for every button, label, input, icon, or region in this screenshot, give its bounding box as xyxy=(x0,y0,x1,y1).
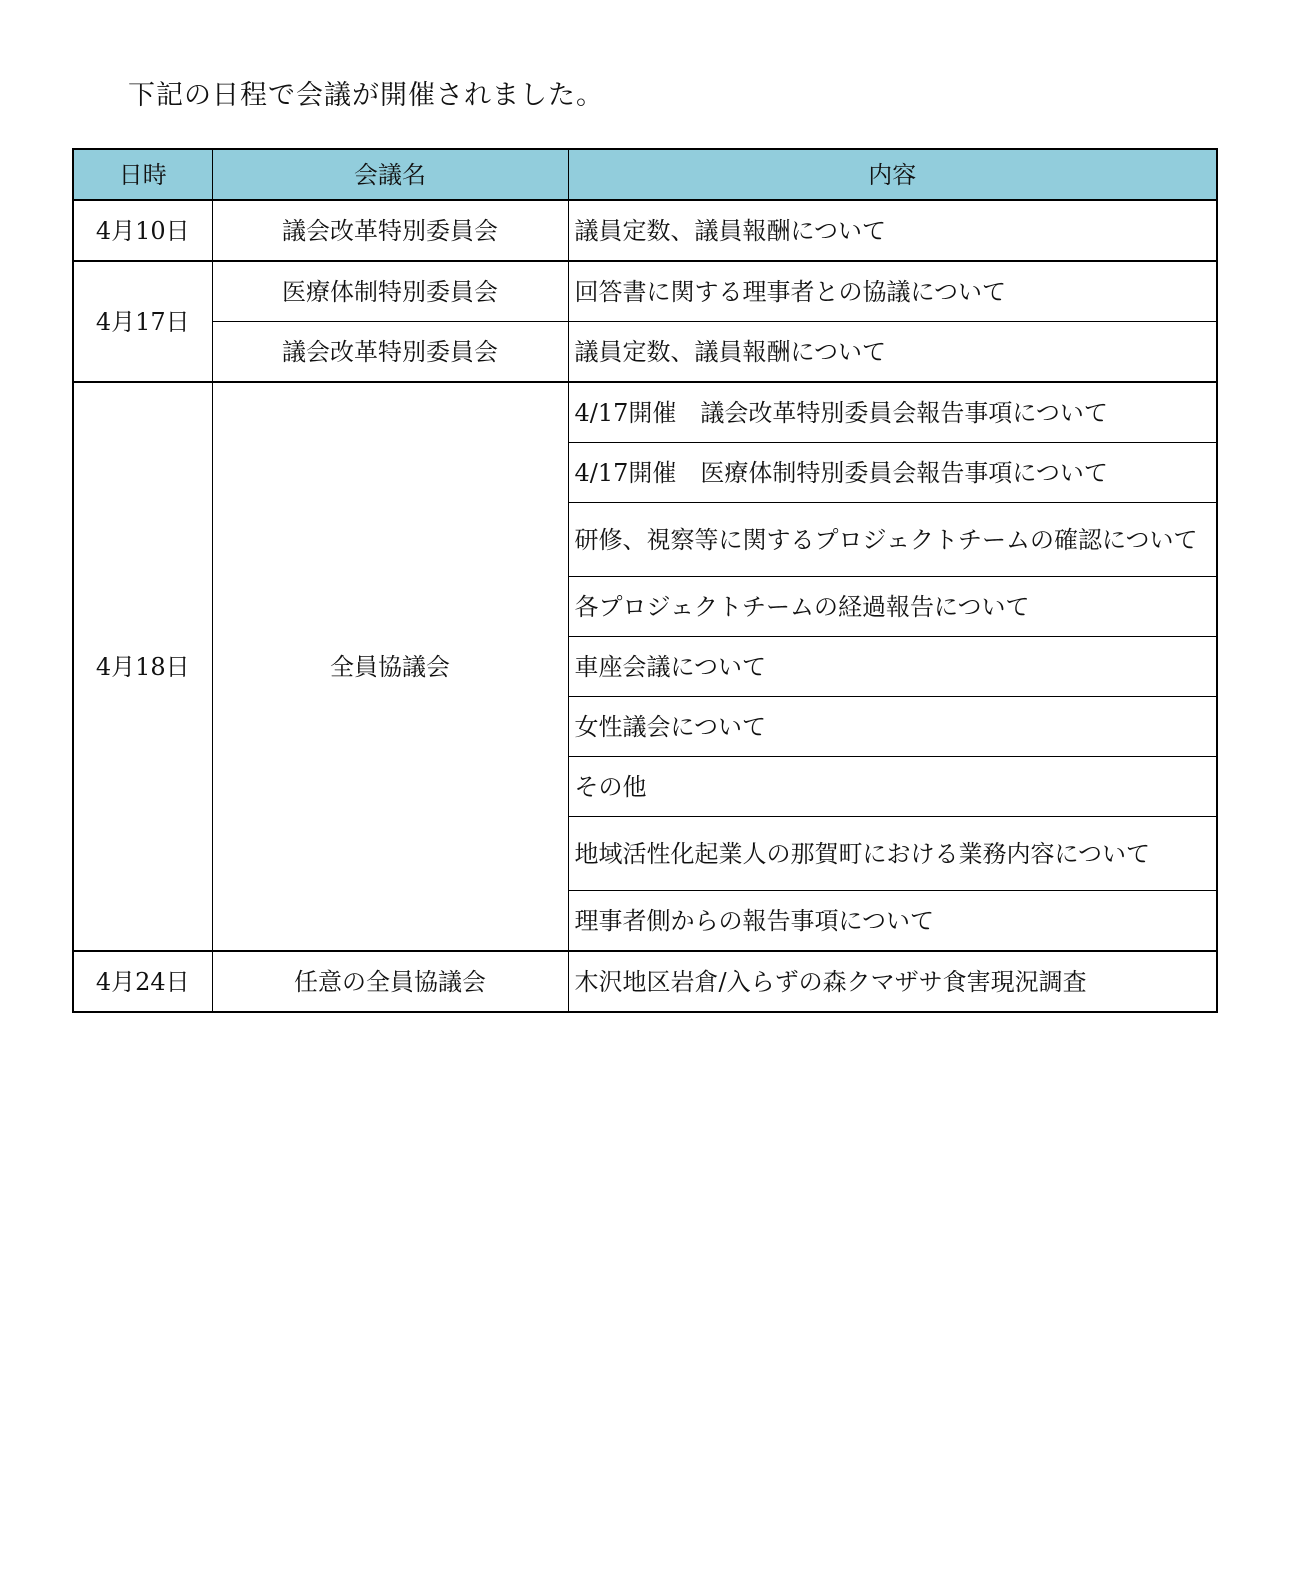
meeting-name-cell: 医療体制特別委員会 xyxy=(212,261,568,322)
date-cell: 4月18日 xyxy=(73,382,212,951)
content-cell: 議員定数、議員報酬について xyxy=(568,322,1217,383)
content-cell: 回答書に関する理事者との協議について xyxy=(568,261,1217,322)
content-cell: 各プロジェクトチームの経過報告について xyxy=(568,577,1217,637)
table-row xyxy=(73,322,1217,383)
date-cell: 4月24日 xyxy=(73,951,212,1012)
meeting-schedule-table xyxy=(72,148,1218,1013)
content-cell: 車座会議について xyxy=(568,637,1217,697)
table-row xyxy=(73,951,1217,1012)
content-cell: 木沢地区岩倉/入らずの森クマザサ食害現況調査 xyxy=(568,951,1217,1012)
content-cell: 4/17開催 医療体制特別委員会報告事項について xyxy=(568,443,1217,503)
meeting-name-cell: 全員協議会 xyxy=(212,382,568,951)
date-cell: 4月10日 xyxy=(73,200,212,261)
meeting-name-cell: 議会改革特別委員会 xyxy=(212,322,568,383)
table-row xyxy=(73,200,1217,261)
meeting-name-cell: 議会改革特別委員会 xyxy=(212,200,568,261)
content-cell: 議員定数、議員報酬について xyxy=(568,200,1217,261)
header-meeting-name: 会議名 xyxy=(212,149,568,200)
table-header-row xyxy=(73,149,1217,200)
content-cell: 女性議会について xyxy=(568,697,1217,757)
content-cell: 研修、視察等に関するプロジェクトチームの確認について xyxy=(568,503,1217,577)
table-row xyxy=(73,382,1217,443)
table-row xyxy=(73,261,1217,322)
header-date: 日時 xyxy=(73,149,212,200)
content-cell: 地域活性化起業人の那賀町における業務内容について xyxy=(568,817,1217,891)
intro-text: 下記の日程で会議が開催されました。 xyxy=(128,80,604,111)
meeting-name-cell: 任意の全員協議会 xyxy=(212,951,568,1012)
date-cell: 4月17日 xyxy=(73,261,212,382)
content-cell: 4/17開催 議会改革特別委員会報告事項について xyxy=(568,382,1217,443)
content-cell: その他 xyxy=(568,757,1217,817)
content-cell: 理事者側からの報告事項について xyxy=(568,891,1217,952)
header-content: 内容 xyxy=(568,149,1217,200)
